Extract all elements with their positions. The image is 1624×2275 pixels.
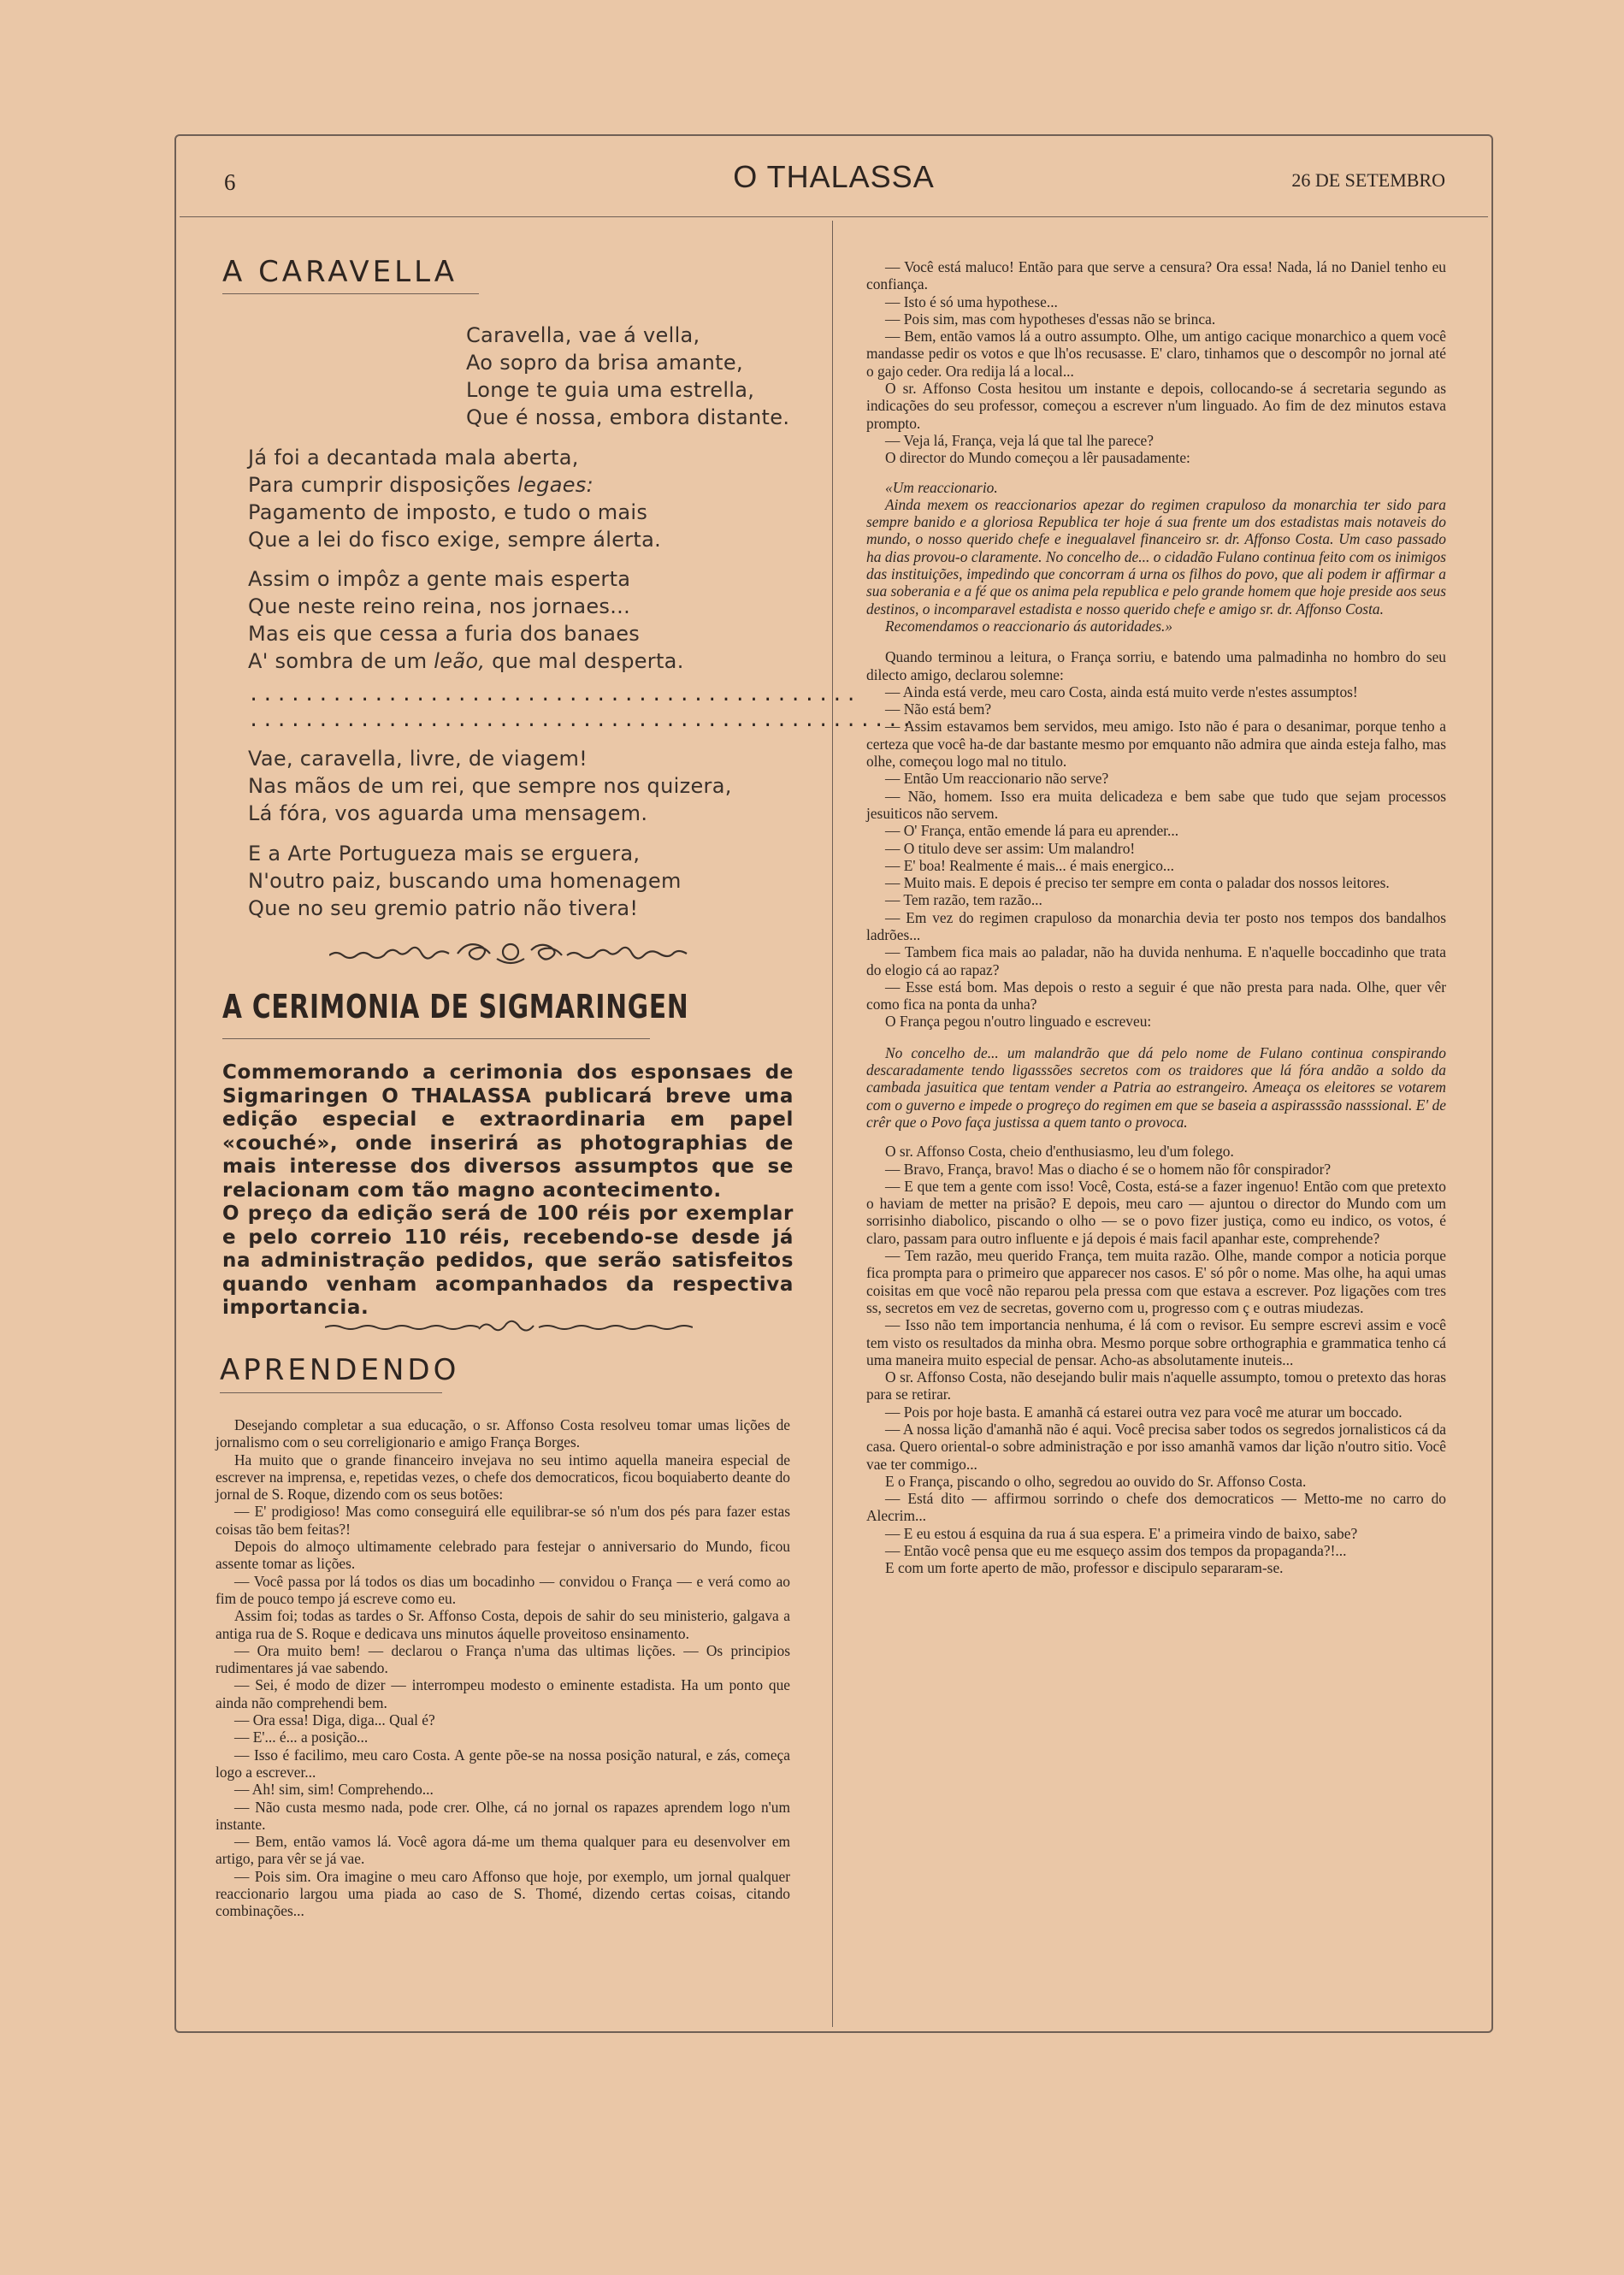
quote-paragraph: Recomendamos o reaccionario ás autoridades.» [885, 617, 1173, 635]
article-paragraph: Desejando completar a sua educação, o sr. Affonso Costa resolveu tomar umas lições de jornalismo com o seu correligionario e amigo França Borges. [216, 1416, 790, 1451]
article-paragraph: — Ora essa! Diga, diga... Qual é? [234, 1711, 435, 1729]
poem-line: Mas eis que cessa a furia dos banaes [248, 622, 641, 646]
article-paragraph: — Pois por hoje basta. E amanhã cá estarei outra vez para você me aturar um boccado. [885, 1403, 1403, 1421]
article-paragraph: O director do Mundo começou a lêr pausadamente: [885, 449, 1190, 467]
article-paragraph: — Em vez do regimen crapuloso da monarchia devia ter posto nos tempos dos bandalhos ladrões... [866, 908, 1446, 943]
article-paragraph: E o França, piscando o olho, segredou ao ouvido do Sr. Affonso Costa. [885, 1472, 1307, 1490]
cerimonia-notice [222, 1061, 794, 1321]
article-paragraph: — Isso não tem importancia nenhuma, é lá com o revisor. Eu sempre escrevi assim e você tem visto os resultados da minha obra. Mesmo porque sobre orthographia e grammatica tenho cá uma maneira muito especial de pensar. Acho-as absolutamente inuteis... [866, 1316, 1446, 1368]
article-paragraph: — A nossa lição d'amanhã não é aqui. Você precisa saber todos os segredos jornalisticos cá da casa. Quero oriental-o sobre administração e por isso amanhã vamos dar lição n'outro sitio. Você vae ter commigo... [866, 1421, 1446, 1473]
caravella-stanza-5 [248, 840, 682, 922]
poem-line: Que no seu gremio patrio não tivera! [248, 896, 639, 920]
article-paragraph: — Tem razão, tem razão... [885, 891, 1042, 909]
page-number: 6 [224, 169, 236, 195]
poem-line: Que é nossa, embora distante. [466, 405, 790, 429]
cerimonia-title: A CERIMONIA DE SIGMARINGEN [222, 988, 689, 1025]
caravella-stanza-3 [248, 565, 684, 675]
poem-line: Assim o impôz a gente mais esperta [248, 567, 631, 591]
caravella-title-rule [222, 293, 479, 294]
article-paragraph: — Muito mais. E depois é preciso ter sempre em conta o paladar dos nossos leitores. [885, 874, 1390, 892]
article-paragraph: — Isto é só uma hypothese... [885, 292, 1058, 310]
article-paragraph: — Tem razão, meu querido França, tem muita razão. Olhe, mande compor a noticia porque fica prompta para o primeiro que apparecer nos casos. E' só pôr o nome. Mas olhe, ha aqui umas coisitas em que você não reparou pela pressa com que estava a escrever. Poz ligações com tres ss, secretos em vez de secretas, governo com u, progresso com ç e outras miudezas. [866, 1247, 1446, 1316]
article-paragraph: — Tambem fica mais ao paladar, não ha duvida nenhuma. E n'aquelle boccadinho que trata do elogio cá ao rapaz? [866, 943, 1446, 978]
poem-line: Nas mãos de um rei, que sempre nos quizera, [248, 774, 732, 798]
cerimonia-paragraph: O preço da edição será de 100 réis por exemplar e pelo correio 110 réis, recebendo-se desde já na administração pedidos, que serão satisfeitos quando venham acompanhados da respectiva importancia. [222, 1202, 794, 1319]
article-paragraph: — Assim estavamos bem servidos, meu amigo. Isto não é para o desanimar, porque tenho a certeza que você ha-de dar bastante mesmo por emquanto não admira que ainda esteja falho, mas olhe, começou logo mal no titulo. [866, 718, 1446, 771]
article-paragraph: — Não custa mesmo nada, pode crer. Olhe, cá no jornal os rapazes aprendem logo n'um instante. [216, 1798, 790, 1833]
article-paragraph: — O' França, então emende lá para eu aprender... [885, 822, 1179, 840]
poem-line: Vae, caravella, livre, de viagem! [248, 747, 588, 771]
article-paragraph: O sr. Affonso Costa, cheio d'enthusiasmo, leu d'um folego. [885, 1143, 1234, 1161]
article-paragraph: — Você passa por lá todos os dias um bocadinho — convidou o França — e verá como ao fim de pouco tempo já escreve como eu. [216, 1572, 790, 1607]
article-paragraphs [866, 648, 1446, 1031]
quoted-article [866, 479, 1446, 635]
article-paragraph: Ha muito que o grande financeiro invejava no seu intimo aquella maneira especial de escrever na imprensa, e, repetidas vezes, o chefe dos democraticos, ficou boquiaberto deante do jornal de S. Roque, dizendo com os seus botões: [216, 1451, 790, 1504]
article-paragraph: — Esse está bom. Mas depois o resto a seguir é que não presta para nada. Olhe, quer vêr como fica na ponta da unha? [866, 978, 1446, 1013]
cerimonia-paragraph: Commemorando a cerimonia dos esponsaes de Sigmaringen O THALASSA publicará breve uma edição especial e extraordinaria em papel «couché», onde inserirá as photographias de mais interesse dos diversos assumptos que se relacionam com tão magno acontecimento. [222, 1061, 794, 1202]
article-paragraph: — Bem, então vamos lá. Você agora dá-me um thema qualquer para eu desenvolver em artigo, para vêr se já vae. [216, 1833, 790, 1868]
article-paragraph: — E'... é... a posição... [234, 1728, 369, 1746]
article-paragraph: O sr. Affonso Costa, não desejando bulir mais n'aquelle assumpto, tomou o pretexto das horas para se retirar. [866, 1368, 1446, 1403]
article-paragraph: — E que tem a gente com isso! Você, Costa, está-se a fazer ingenuo! Então com que pretexto o haviam de metter na prisão? E depois, meu caro — ajuntou o director do Mundo com um sorrisinho diabolico, piscando o olho — se o povo fizer justiça, como eu indico, os votos, é claro, passam para outro influente e já depois é mais facil apanhar este, comprehende? [866, 1177, 1446, 1247]
poem-line: Para cumprir disposições legaes: [248, 473, 593, 497]
article-paragraph: — O titulo deve ser assim: Um malandro! [885, 839, 1136, 857]
issue-date: 26 DE SETEMBRO [1291, 169, 1445, 191]
ellipsis-row: ................................................ [248, 710, 915, 731]
article-paragraphs [866, 1143, 1446, 1576]
article-paragraph: — Então você pensa que eu me esqueço assim dos tempos da propaganda?!... [885, 1542, 1347, 1560]
aprendendo-title: APRENDENDO [220, 1353, 460, 1387]
poem-line: Que neste reino reina, nos jornaes... [248, 594, 631, 618]
quote-paragraph: «Um reaccionario. [885, 478, 998, 496]
article-paragraph: O sr. Affonso Costa hesitou um instante e depois, collocando-se á secretaria segundo as indicações do seu professor, começou a escrever n'um linguado. Ao fim de dez minutos estava prompto. [866, 380, 1446, 432]
aprendendo-title-rule [220, 1392, 442, 1393]
poem-line: N'outro paiz, buscando uma homenagem [248, 869, 682, 893]
article-paragraph: — Bravo, França, bravo! Mas o diacho é se o homem não fôr conspirador? [885, 1160, 1332, 1178]
article-paragraph: — Ora muito bem! — declarou o França n'uma das ultimas lições. — Os principios rudimentares já vae sabendo. [216, 1641, 790, 1677]
poem-line: Longe te guia uma estrella, [466, 378, 755, 402]
article-paragraph: E com um forte aperto de mão, professor e discipulo separaram-se. [885, 1559, 1284, 1577]
article-paragraph: — Então Um reaccionario não serve? [885, 770, 1109, 788]
article-paragraph: — Você está maluco! Então para que serve a censura? Ora essa! Nada, lá no Daniel tenho eu confiança. [866, 258, 1446, 293]
article-paragraph: — Sei, é modo de dizer — interrompeu modesto o eminente estadista. Ha um ponto que ainda não comprehendi bem. [216, 1676, 790, 1711]
article-paragraph: — Isso é facilimo, meu caro Costa. A gente põe-se na nossa posição natural, e zás, começa logo a escrever... [216, 1746, 790, 1781]
poem-line: Ao sopro da brisa amante, [466, 351, 743, 375]
ornamental-divider [325, 1317, 693, 1338]
caravella-stanza-2 [248, 444, 661, 553]
article-paragraph: — Pois sim. Ora imagine o meu caro Affonso que hoje, por exemplo, um jornal qualquer reaccionario largou uma piada ao caso de S. Thomé, dizendo certas coisas, citando combinações... [216, 1867, 790, 1920]
cerimonia-title-rule [222, 1038, 650, 1039]
poem-line: Pagamento de imposto, e tudo o mais [248, 500, 648, 524]
header-rule [180, 216, 1488, 217]
article-paragraph: — E' boa! Realmente é mais... é mais energico... [885, 856, 1174, 874]
poem-line: Caravella, vae á vella, [466, 323, 700, 347]
quoted-article [866, 1044, 1446, 1131]
column-divider [832, 221, 833, 2027]
article-paragraph: — Ainda está verde, meu caro Costa, ainda está muito verde n'estes assumptos! [885, 682, 1358, 700]
article-paragraph: — Não, homem. Isso era muita delicadeza e bem sabe que tudo que sejam processos jesuiticos não servem. [866, 787, 1446, 822]
article-paragraph: O França pegou n'outro linguado e escreveu: [885, 1013, 1152, 1031]
article-paragraph: — E' prodigioso! Mas como conseguirá elle equilibrar-se só n'um dos pés para fazer estas coisas tão bem feitas?! [216, 1503, 790, 1538]
article-paragraph: — Pois sim, mas com hypotheses d'essas não se brinca. [885, 310, 1216, 328]
article-paragraph: Depois do almoço ultimamente celebrado para festejar o anniversario do Mundo, ficou assente tomar as lições. [216, 1538, 790, 1573]
ornamental-divider [329, 937, 693, 971]
poem-line: A' sombra de um leão, que mal desperta. [248, 649, 684, 673]
poem-line: Lá fóra, vos aguarda uma mensagem. [248, 801, 648, 825]
caravella-stanza-4 [248, 745, 732, 827]
caravella-title: A CARAVELLA [222, 255, 458, 289]
article-paragraphs [866, 258, 1446, 467]
caravella-stanza-1 [466, 322, 789, 431]
poem-line: Que a lei do fisco exige, sempre álerta. [248, 528, 662, 552]
ellipsis-row: ............................................ [248, 684, 859, 706]
article-paragraph: — Não está bem? [885, 700, 992, 718]
article-paragraph: — E eu estou á esquina da rua á sua espera. E' a primeira vindo de baixo, sabe? [885, 1524, 1358, 1542]
aprendendo-left-column [216, 1416, 790, 1920]
article-paragraph: Assim foi; todas as tardes o Sr. Affonso Costa, depois de sahir do seu ministerio, galgava a antiga rua de S. Roque e dedicava uns minutos áquelle proveitoso ensinamento. [216, 1607, 790, 1642]
article-paragraph: — Veja lá, França, veja lá que tal lhe parece? [885, 431, 1154, 449]
aprendendo-right-column [866, 258, 1446, 1577]
quote-paragraph: Ainda mexem os reaccionarios apezar do regimen crapuloso da monarchia ter sido para sempre banido e a gloriosa Republica ter hoje á sua frente um dos estadistas mais notaveis do mundo, o nosso querido chefe e inegualavel financeiro sr. dr. Affonso Costa. Um caso passado ha dias provou-o claramente. No concelho de... o cidadão Fulano continua feito com os inimigos das instituições, impedindo que concorram á urna os filhos do povo, que ali podem ir affirmar a sua soberania e a fé que os anima pela republica e pelo grande homem que hoje preside aos seus destinos, o incomparavel estadista e nosso querido chefe e amigo sr. dr. Affonso Costa. [866, 495, 1446, 618]
article-paragraph: — Está dito — affirmou sorrindo o chefe dos democraticos — Metto-me no carro do Alecrim... [866, 1490, 1446, 1525]
poem-line: Já foi a decantada mala aberta, [248, 446, 579, 470]
article-paragraph: — Ah! sim, sim! Comprehendo... [234, 1781, 434, 1799]
masthead: O THALASSA [733, 159, 935, 194]
article-paragraph: Quando terminou a leitura, o França sorriu, e batendo uma palmadinha no hombro do seu dilecto amigo, declarou solemne: [866, 648, 1446, 683]
quote-paragraph: No concelho de... um malandrão que dá pelo nome de Fulano continua conspirando descaradamente tendo ligasssões secretos com os traidores que lá fóra andão a soldo da cambada jasuitica que tentam vender a Patria ao estrangeiro. Ameaça os eleitores se votarem com o guverno e impede o progreço do regimen em que se baseia a aspirasssão nasssional. E' de crêr que o Povo faça justissa a quem tanto o provoca. [866, 1043, 1446, 1131]
article-paragraph: — Bem, então vamos lá a outro assumpto. Olhe, um antigo cacique monarchico a quem você mandasse pedir os votos e que lh'os recusasse. E' claro, tinhamos que o descompôr no jornal até o gajo ceder. Ora redija lá a local... [866, 328, 1446, 380]
poem-line: E a Arte Portugueza mais se erguera, [248, 842, 641, 866]
